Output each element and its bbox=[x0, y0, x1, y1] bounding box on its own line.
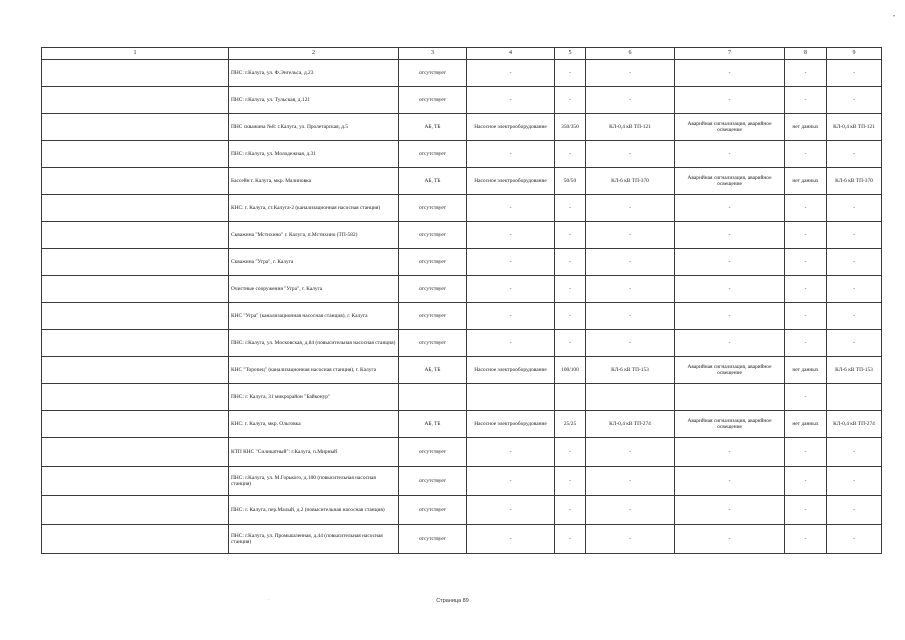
page-number: Страница 89 bbox=[436, 598, 469, 604]
feeder-cell bbox=[827, 384, 882, 411]
supply-line-cell: - bbox=[586, 222, 675, 249]
power-cell: 100/100 bbox=[555, 357, 586, 384]
consumers-cell: - bbox=[675, 249, 785, 276]
column-header-2: 2 bbox=[229, 48, 399, 60]
status-cell: - bbox=[785, 384, 827, 411]
status-cell: - bbox=[785, 141, 827, 168]
row-index-cell bbox=[42, 114, 229, 141]
equipment-cell: - bbox=[467, 222, 555, 249]
backup-source-cell bbox=[399, 384, 467, 411]
object-name-cell: ПНС: г. Калуга, пер.Малый, д.2 (повысительная насосная станция) bbox=[229, 496, 399, 525]
status-cell: - bbox=[785, 222, 827, 249]
equipment-cell: - bbox=[467, 60, 555, 87]
supply-line-cell: - bbox=[586, 249, 675, 276]
backup-source-cell: отсутствует bbox=[399, 195, 467, 222]
row-index-cell bbox=[42, 496, 229, 525]
supply-line-cell: - bbox=[586, 467, 675, 496]
power-cell: - bbox=[555, 467, 586, 496]
status-cell: - bbox=[785, 303, 827, 330]
supply-line-cell: - bbox=[586, 438, 675, 467]
table-row bbox=[42, 330, 882, 357]
object-name-cell: КНС: г. Калуга, мкр. Ольговка bbox=[229, 411, 399, 438]
consumers-cell: - bbox=[675, 222, 785, 249]
consumers-cell: - bbox=[675, 195, 785, 222]
supply-line-cell: КЛ-0,4 кВ ТП-274 bbox=[586, 411, 675, 438]
row-index-cell bbox=[42, 384, 229, 411]
feeder-cell: КЛ-0,4 кВ ТП-121 bbox=[827, 114, 882, 141]
table-row bbox=[42, 384, 882, 411]
object-name-cell: КНС "Торопец" (канализационная насосная станция), г. Калуга bbox=[229, 357, 399, 384]
column-header-3: 3 bbox=[399, 48, 467, 60]
consumers-cell bbox=[675, 384, 785, 411]
feeder-cell: КЛ-0,4 кВ ТП-274 bbox=[827, 411, 882, 438]
feeder-cell: - bbox=[827, 303, 882, 330]
consumers-cell: Аварийная сигнализация, аварийное освещение bbox=[675, 114, 785, 141]
status-cell: - bbox=[785, 276, 827, 303]
backup-source-cell: отсутствует bbox=[399, 496, 467, 525]
supply-line-cell: - bbox=[586, 330, 675, 357]
power-cell bbox=[555, 384, 586, 411]
consumers-cell: Аварийная сигнализация, аварийное освещение bbox=[675, 168, 785, 195]
table-row bbox=[42, 141, 882, 168]
equipment-cell: Насосное электрооборудование bbox=[467, 168, 555, 195]
status-cell: - bbox=[785, 87, 827, 114]
status-cell: - bbox=[785, 249, 827, 276]
supply-line-cell: - bbox=[586, 525, 675, 554]
status-cell: - bbox=[785, 496, 827, 525]
equipment-cell: - bbox=[467, 496, 555, 525]
supply-line-cell bbox=[586, 384, 675, 411]
feeder-cell: - bbox=[827, 525, 882, 554]
row-index-cell bbox=[42, 276, 229, 303]
row-index-cell bbox=[42, 141, 229, 168]
consumers-cell: Аварийная сигнализация, аварийное освещение bbox=[675, 411, 785, 438]
object-name-cell: ПНС: г.Калуга, ул. Промышленная, д.44 (повысительная насосная станция) bbox=[229, 525, 399, 554]
equipment-cell bbox=[467, 384, 555, 411]
table-row bbox=[42, 411, 882, 438]
consumers-cell: - bbox=[675, 438, 785, 467]
object-name-cell: Очистные сооружения "Угра", г. Калуга bbox=[229, 276, 399, 303]
power-cell: - bbox=[555, 249, 586, 276]
power-cell: - bbox=[555, 195, 586, 222]
feeder-cell: - bbox=[827, 249, 882, 276]
backup-source-cell: отсутствует bbox=[399, 141, 467, 168]
row-index-cell bbox=[42, 330, 229, 357]
consumers-cell: - bbox=[675, 467, 785, 496]
equipment-cell: Насосное электрооборудование bbox=[467, 114, 555, 141]
feeder-cell: КЛ-6 кВ ТП-153 bbox=[827, 357, 882, 384]
column-header-1: 1 bbox=[42, 48, 229, 60]
power-cell: - bbox=[555, 330, 586, 357]
table-body bbox=[42, 60, 882, 554]
object-name-cell: КНС "Угра" (канализационная насосная станция), г. Калуга bbox=[229, 303, 399, 330]
equipment-cell: - bbox=[467, 303, 555, 330]
object-name-cell: ПНС скважина №8: г.Калуга, ул. Пролетарская, д.5 bbox=[229, 114, 399, 141]
object-name-cell: ПНС: г.Калуга, ул. Тульская, д.121 bbox=[229, 87, 399, 114]
column-header-8: 8 bbox=[785, 48, 827, 60]
row-index-cell bbox=[42, 222, 229, 249]
backup-source-cell: отсутствует bbox=[399, 330, 467, 357]
supply-line-cell: - bbox=[586, 87, 675, 114]
power-cell: 50/50 bbox=[555, 168, 586, 195]
power-cell: - bbox=[555, 60, 586, 87]
feeder-cell: - bbox=[827, 330, 882, 357]
power-cell: - bbox=[555, 141, 586, 168]
supply-line-cell: - bbox=[586, 303, 675, 330]
table-row bbox=[42, 249, 882, 276]
consumers-cell: - bbox=[675, 303, 785, 330]
table-row bbox=[42, 525, 882, 554]
row-index-cell bbox=[42, 87, 229, 114]
backup-source-cell: АБ, ТБ bbox=[399, 357, 467, 384]
feeder-cell: - bbox=[827, 496, 882, 525]
status-cell: нет данных bbox=[785, 357, 827, 384]
supply-line-cell: - bbox=[586, 496, 675, 525]
row-index-cell bbox=[42, 168, 229, 195]
power-cell: 350/350 bbox=[555, 114, 586, 141]
table-row bbox=[42, 438, 882, 467]
status-cell: - bbox=[785, 525, 827, 554]
status-cell: нет данных bbox=[785, 411, 827, 438]
consumers-cell: - bbox=[675, 60, 785, 87]
column-header-5: 5 bbox=[555, 48, 586, 60]
object-name-cell: Скважина "Мстихино" г. Калуга, п.Мстихино (ТП-582) bbox=[229, 222, 399, 249]
consumers-cell: Аварийная сигнализация, аварийное освещение bbox=[675, 357, 785, 384]
feeder-cell: - bbox=[827, 276, 882, 303]
row-index-cell bbox=[42, 195, 229, 222]
equipment-cell: - bbox=[467, 195, 555, 222]
power-cell: - bbox=[555, 87, 586, 114]
feeder-cell: - bbox=[827, 438, 882, 467]
feeder-cell: - bbox=[827, 195, 882, 222]
object-name-cell: Бассейн г. Калуга, мкр. Малиновка bbox=[229, 168, 399, 195]
consumers-cell: - bbox=[675, 87, 785, 114]
column-header-7: 7 bbox=[675, 48, 785, 60]
status-cell: - bbox=[785, 195, 827, 222]
table-row bbox=[42, 87, 882, 114]
backup-source-cell: АБ, ТБ bbox=[399, 114, 467, 141]
row-index-cell bbox=[42, 411, 229, 438]
status-cell: - bbox=[785, 467, 827, 496]
table-row bbox=[42, 496, 882, 525]
table-row bbox=[42, 195, 882, 222]
row-index-cell bbox=[42, 60, 229, 87]
consumers-cell: - bbox=[675, 276, 785, 303]
column-header-4: 4 bbox=[467, 48, 555, 60]
equipment-table bbox=[41, 47, 882, 554]
power-cell: - bbox=[555, 525, 586, 554]
object-name-cell: КНС: г. Калуга, ст.Калуга-2 (канализационная насосная станция) bbox=[229, 195, 399, 222]
power-cell: - bbox=[555, 496, 586, 525]
supply-line-cell: КЛ-6 кВ ТП-370 bbox=[586, 168, 675, 195]
row-index-cell bbox=[42, 467, 229, 496]
table-row bbox=[42, 222, 882, 249]
backup-source-cell: отсутствует bbox=[399, 525, 467, 554]
table-row bbox=[42, 276, 882, 303]
consumers-cell: - bbox=[675, 141, 785, 168]
status-cell: нет данных bbox=[785, 168, 827, 195]
equipment-cell: - bbox=[467, 467, 555, 496]
supply-line-cell: - bbox=[586, 276, 675, 303]
row-index-cell bbox=[42, 438, 229, 467]
feeder-cell: - bbox=[827, 467, 882, 496]
row-index-cell bbox=[42, 525, 229, 554]
status-cell: нет данных bbox=[785, 114, 827, 141]
power-cell: - bbox=[555, 276, 586, 303]
equipment-cell: - bbox=[467, 525, 555, 554]
equipment-cell: - bbox=[467, 276, 555, 303]
consumers-cell: - bbox=[675, 330, 785, 357]
column-header-6: 6 bbox=[586, 48, 675, 60]
power-cell: - bbox=[555, 222, 586, 249]
supply-line-cell: - bbox=[586, 195, 675, 222]
equipment-cell: - bbox=[467, 438, 555, 467]
object-name-cell: ПНС: г.Калуга, ул. Московская, д.84 (повысительная насосная станция) bbox=[229, 330, 399, 357]
scan-speck: · bbox=[268, 598, 270, 603]
supply-line-cell: КЛ-0,4 кВ ТП-121 bbox=[586, 114, 675, 141]
feeder-cell: - bbox=[827, 141, 882, 168]
object-name-cell: Скважина "Угра", г. Калуга bbox=[229, 249, 399, 276]
power-cell: - bbox=[555, 303, 586, 330]
backup-source-cell: АБ, ТБ bbox=[399, 411, 467, 438]
feeder-cell: - bbox=[827, 60, 882, 87]
backup-source-cell: отсутствует bbox=[399, 222, 467, 249]
backup-source-cell: отсутствует bbox=[399, 276, 467, 303]
power-cell: 25/25 bbox=[555, 411, 586, 438]
table-row bbox=[42, 467, 882, 496]
equipment-cell: - bbox=[467, 330, 555, 357]
row-index-cell bbox=[42, 249, 229, 276]
corner-mark: • bbox=[893, 14, 896, 20]
object-name-cell: ПНС: г.Калуга, ул. Молодежная, д.31 bbox=[229, 141, 399, 168]
row-index-cell bbox=[42, 303, 229, 330]
equipment-cell: Насосное электрооборудование bbox=[467, 411, 555, 438]
status-cell: - bbox=[785, 438, 827, 467]
supply-line-cell: КЛ-6 кВ ТП-153 bbox=[586, 357, 675, 384]
equipment-cell: - bbox=[467, 141, 555, 168]
object-name-cell: ПНС: г.Калуга, ул. Ф.Энгельса, д.23 bbox=[229, 60, 399, 87]
object-name-cell: ПНС: г. Калуга, 31 микрорайон "Байконур" bbox=[229, 384, 399, 411]
feeder-cell: - bbox=[827, 87, 882, 114]
consumers-cell: - bbox=[675, 525, 785, 554]
backup-source-cell: отсутствует bbox=[399, 60, 467, 87]
backup-source-cell: отсутствует bbox=[399, 438, 467, 467]
equipment-cell: - bbox=[467, 87, 555, 114]
power-cell: - bbox=[555, 438, 586, 467]
object-name-cell: ПНС: г.Калуга, ул. М.Горького, д.100 (повысительная насосная станция) bbox=[229, 467, 399, 496]
column-header-9: 9 bbox=[827, 48, 882, 60]
backup-source-cell: АБ, ТБ bbox=[399, 168, 467, 195]
equipment-cell: Насосное электрооборудование bbox=[467, 357, 555, 384]
supply-line-cell: - bbox=[586, 141, 675, 168]
feeder-cell: КЛ-6 кВ ТП-370 bbox=[827, 168, 882, 195]
backup-source-cell: отсутствует bbox=[399, 87, 467, 114]
row-index-cell bbox=[42, 357, 229, 384]
table-row bbox=[42, 168, 882, 195]
object-name-cell: КТП КНС "Силикатный": г.Калуга, п.Мирный bbox=[229, 438, 399, 467]
status-cell: - bbox=[785, 60, 827, 87]
backup-source-cell: отсутствует bbox=[399, 249, 467, 276]
backup-source-cell: отсутствует bbox=[399, 303, 467, 330]
backup-source-cell: отсутствует bbox=[399, 467, 467, 496]
table-row bbox=[42, 114, 882, 141]
table-row bbox=[42, 303, 882, 330]
consumers-cell: - bbox=[675, 496, 785, 525]
table-row bbox=[42, 60, 882, 87]
header-row bbox=[42, 48, 882, 60]
equipment-cell: - bbox=[467, 249, 555, 276]
status-cell: - bbox=[785, 330, 827, 357]
table-row bbox=[42, 357, 882, 384]
feeder-cell: - bbox=[827, 222, 882, 249]
supply-line-cell: - bbox=[586, 60, 675, 87]
